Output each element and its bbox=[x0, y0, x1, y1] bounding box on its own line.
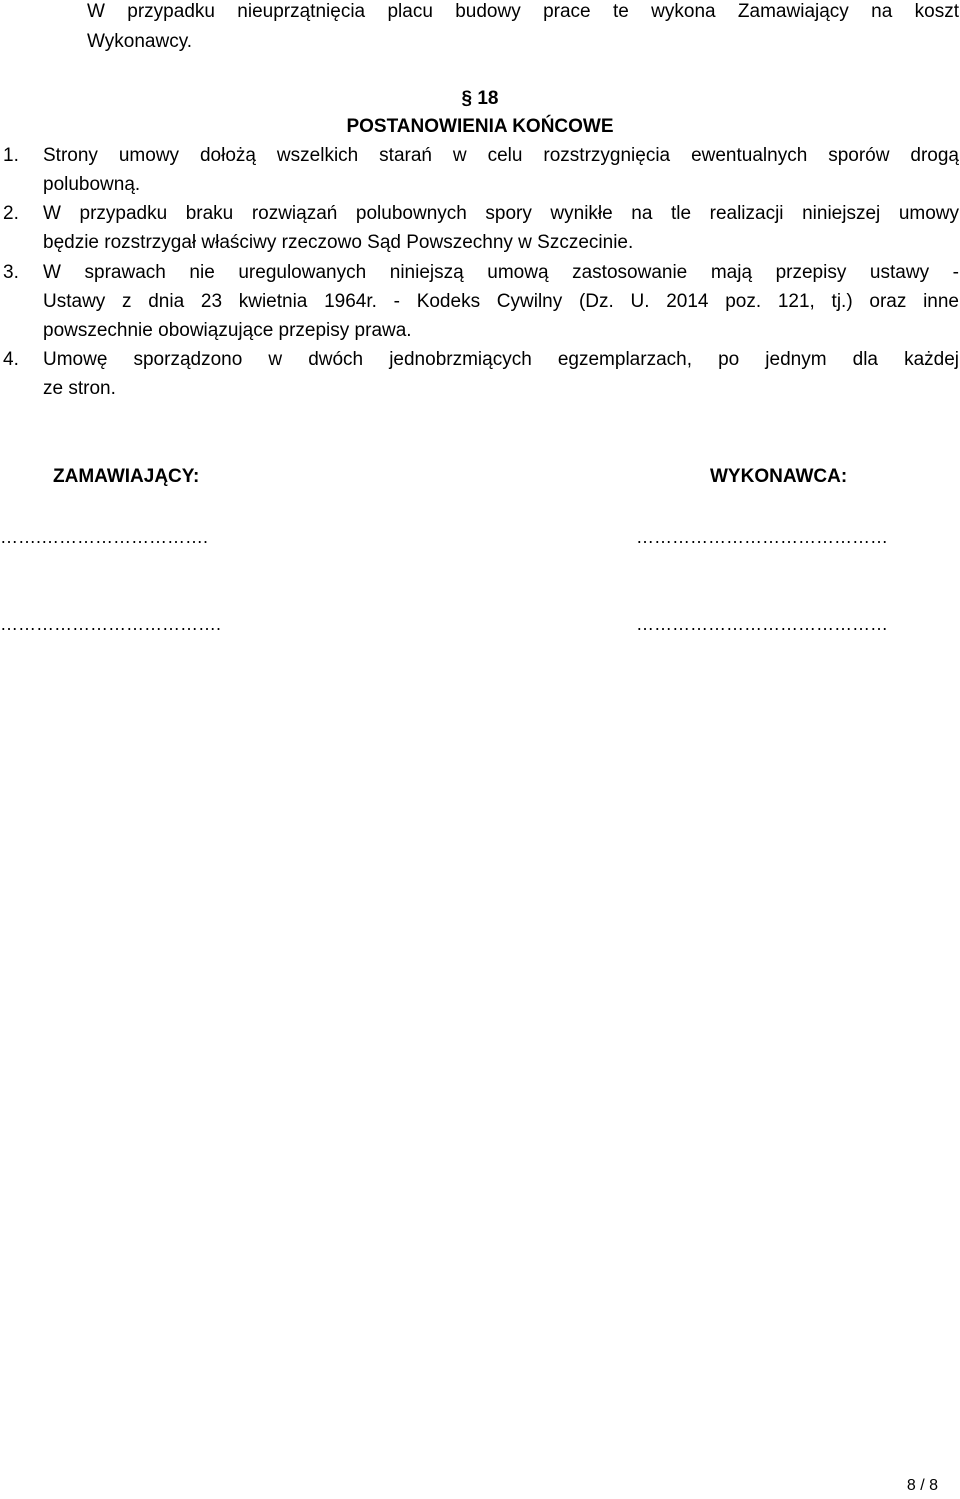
item-text-line: polubowną. bbox=[43, 174, 141, 195]
signature-label-ordering-party: ZAMAWIAJĄCY: bbox=[53, 466, 200, 487]
item-number: 1. bbox=[3, 145, 19, 166]
intro-line-2: Wykonawcy. bbox=[87, 31, 193, 52]
item-text-line: będzie rozstrzygał właściwy rzeczowo Sąd Powszechny w Szczecinie. bbox=[43, 232, 634, 253]
signature-label-contractor: WYKONAWCA: bbox=[710, 466, 848, 487]
signature-line-contractor-2: …………………………………… bbox=[636, 614, 888, 634]
item-text-line: Ustawy z dnia 23 kwietnia 1964r. - Kodeks Cywilny (Dz. U. 2014 poz. 121, tj.) oraz inne bbox=[43, 291, 959, 312]
item-text-line: W sprawach nie uregulowanych niniejszą umową zastosowanie mają przepisy ustawy - bbox=[43, 262, 959, 283]
section-number: § 18 bbox=[461, 88, 499, 109]
item-number: 2. bbox=[3, 203, 19, 224]
item-text-line: Umowę sporządzono w dwóch jednobrzmiących egzemplarzach, po jednym dla każdej bbox=[43, 349, 959, 370]
item-text-line: powszechnie obowiązujące przepisy prawa. bbox=[43, 320, 412, 341]
page-number: 8 / 8 bbox=[906, 1477, 938, 1494]
item-number: 4. bbox=[3, 349, 19, 370]
item-text-line: W przypadku braku rozwiązań polubownych spory wynikłe na tle realizacji niniejszej umowy bbox=[43, 203, 959, 224]
signature-line-ordering-party: …….………………………. bbox=[0, 527, 209, 547]
intro-line-1: W przypadku nieuprzątnięcia placu budowy prace te wykona Zamawiający na koszt bbox=[87, 1, 959, 22]
item-text-line: Strony umowy dołożą wszelkich starań w celu rozstrzygnięcia ewentualnych sporów drogą bbox=[43, 145, 959, 166]
signature-line-ordering-party-2: ………………………………. bbox=[0, 614, 222, 634]
section-title: POSTANOWIENIA KOŃCOWE bbox=[346, 116, 614, 137]
item-number: 3. bbox=[3, 262, 19, 283]
item-text-line: ze stron. bbox=[43, 378, 116, 399]
signature-line-contractor: …………………………………… bbox=[636, 527, 888, 547]
